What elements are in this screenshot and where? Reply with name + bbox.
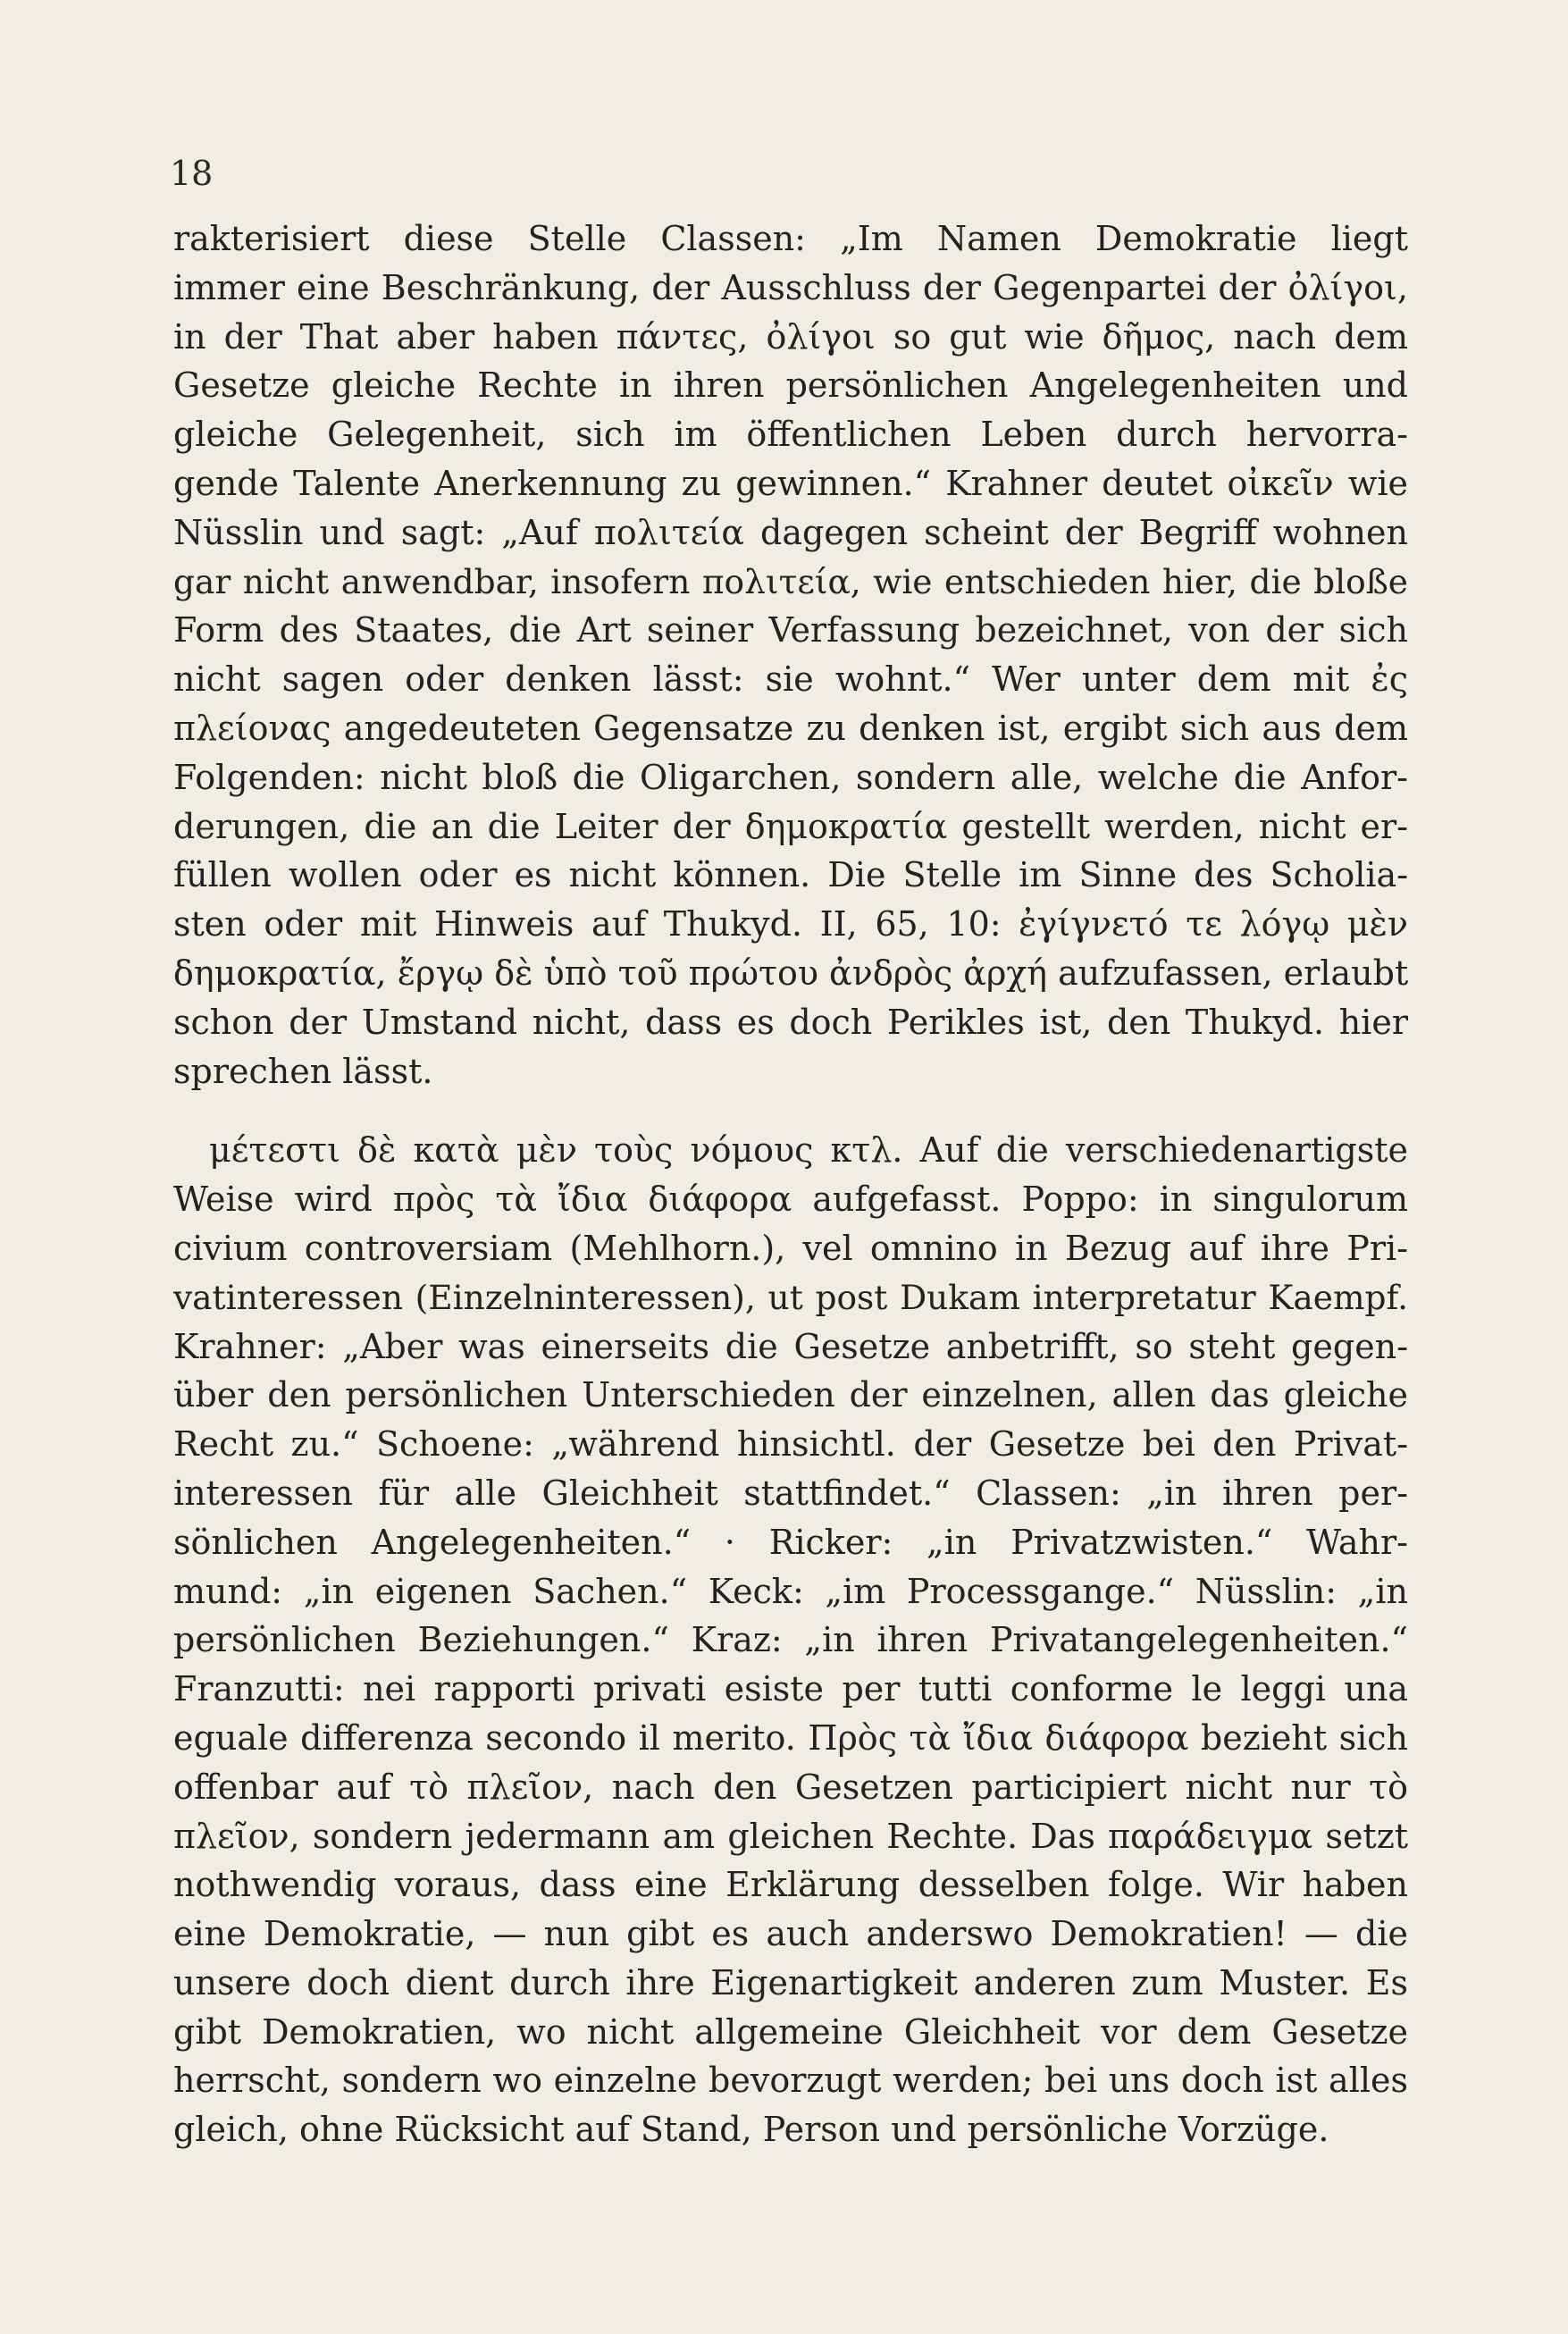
text-line: Nüsslin und sagt: „Auf πολιτεία dagegen scheint der Begriff wohnen [173,512,1408,552]
text-line: sprechen lässt. [173,1051,433,1091]
text-line: πλεῖον, sondern jedermann am gleichen Rechte. Das παράδειγμα setzt [173,1816,1408,1856]
text-line: gende Talente Anerkennung zu gewinnen.“ Krahner deutet οἰκεῖν wie [173,463,1408,503]
text-line: persönlichen Beziehungen.“ Kraz: „in ihren Privatangelegenheiten.“ [173,1620,1408,1660]
text-line: Recht zu.“ Schoene: „während hinsichtl. der Gesetze bei den Privat- [173,1424,1408,1465]
text-line: Weise wird πρὸς τὰ ἴδια διάφορα aufgefasst. Poppo: in singulorum [173,1180,1408,1220]
paragraph-2 [173,1126,1408,2154]
text-line: gleiche Gelegenheit, sich im öffentlichen Leben durch hervorra- [173,415,1408,455]
body-text [173,214,1408,2154]
text-line: Gesetze gleiche Rechte in ihren persönlichen Angelegenheiten und [173,365,1408,406]
text-line: Franzutti: nei rapporti privati esiste per tutti conforme le leggi una [173,1669,1408,1709]
text-line: sönlichen Angelegenheiten.“ · Ricker: „in Privatzwisten.“ Wahr- [173,1522,1408,1562]
text-line: interessen für alle Gleichheit stattfindet.“ Classen: „in ihren per- [173,1473,1408,1513]
text-line: nicht sagen oder denken lässt: sie wohnt.“ Wer unter dem mit ἐς [173,659,1408,700]
text-line: civium controversiam (Mehlhorn.), vel omnino in Bezug auf ihre Pri- [173,1228,1408,1268]
text-line: offenbar auf τὸ πλεῖον, nach den Gesetzen participiert nicht nur τὸ [173,1767,1408,1807]
text-line: füllen wollen oder es nicht können. Die Stelle im Sinne des Scholia- [173,855,1408,895]
text-line: πλείονας angedeuteten Gegensatze zu denken ist, ergibt sich aus dem [173,708,1408,748]
text-line: eine Demokratie, — nun gibt es auch anderswo Demokratien! — die [173,1914,1408,1954]
paragraph-1 [173,214,1408,1096]
text-line: vatinteressen (Einzelninteressen), ut post Dukam interpretatur Kaempf. [173,1277,1408,1317]
text-line: Folgenden: nicht bloß die Oligarchen, sondern alle, welche die Anfor- [173,757,1408,797]
text-line: rakterisiert diese Stelle Classen: „Im Namen Demokratie liegt [173,219,1408,258]
text-line: nothwendig voraus, dass eine Erklärung desselben folge. Wir haben [173,1865,1408,1905]
text-line: μέτεστι δὲ κατὰ μὲν τοὺς νόμους κτλ. Auf die verschiedenartigste [209,1130,1408,1171]
text-line: gleich, ohne Rücksicht auf Stand, Person und persönliche Vorzüge. [173,2110,1329,2150]
text-line: immer eine Beschränkung, der Ausschluss der Gegenpartei der ὀλίγοι, [173,267,1408,307]
text-line: in der That aber haben πάντες, ὀλίγοι so gut wie δῆμος, nach dem [173,316,1408,357]
text-line: herrscht, sondern wo einzelne bevorzugt werden; bei uns doch ist alles [173,2061,1408,2101]
page-number: 18 [170,154,214,193]
text-line: schon der Umstand nicht, dass es doch Perikles ist, den Thukyd. hier [173,1002,1408,1042]
text-line: derungen, die an die Leiter der δημοκρατία gestellt werden, nicht er- [173,806,1408,846]
text-line: über den persönlichen Unterschieden der einzelnen, allen das gleiche [173,1375,1408,1415]
text-line: δημοκρατία, ἔργῳ δὲ ὑπὸ τοῦ πρώτου ἀνδρὸς ἀρχή aufzufassen, erlaubt [173,953,1408,993]
text-line: mund: „in eigenen Sachen.“ Keck: „im Processgange.“ Nüsslin: „in [173,1571,1408,1611]
text-line: Form des Staates, die Art seiner Verfassung bezeichnet, von der sich [173,610,1408,651]
text-line: unsere doch dient durch ihre Eigenartigkeit anderen zum Muster. Es [173,1962,1408,2002]
text-line: sten oder mit Hinweis auf Thukyd. II, 65, 10: ἐγίγνετό τε λόγῳ μὲν [173,904,1408,945]
text-line: eguale differenza secondo il merito. Πρὸς τὰ ἴδια διάφορα bezieht sich [173,1717,1408,1758]
text-line: gibt Demokratien, wo nicht allgemeine Gleichheit vor dem Gesetze [173,2011,1408,2052]
text-line: Krahner: „Aber was einerseits die Gesetze anbetrifft, so steht gegen- [173,1326,1408,1366]
text-line: gar nicht anwendbar, insofern πολιτεία, wie entschieden hier, die bloße [173,561,1408,601]
